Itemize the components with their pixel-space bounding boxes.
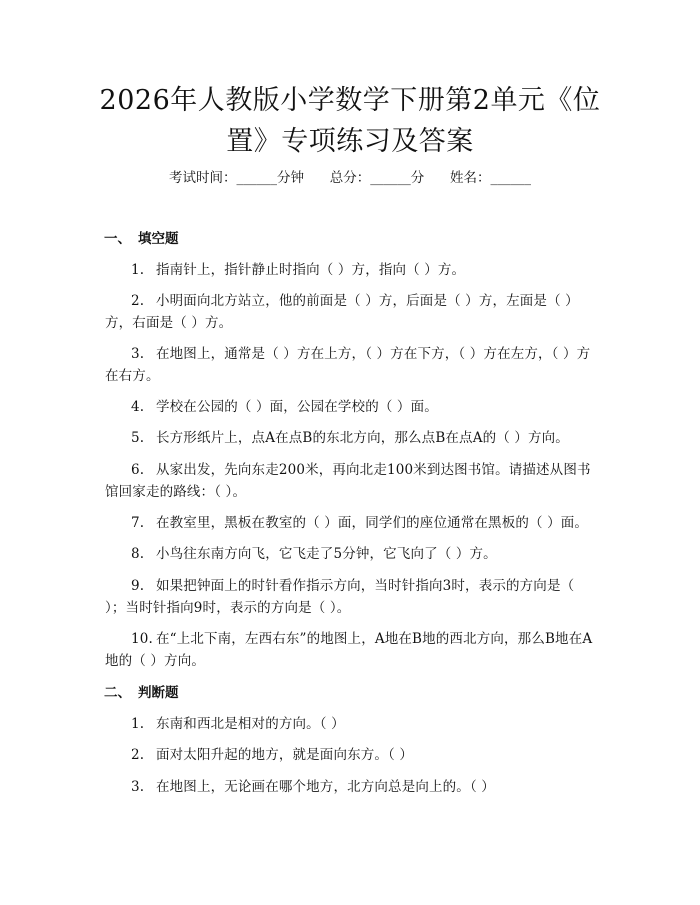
question-text: 在地图上，无论画在哪个地方，北方向总是向上的。（ ） [156,779,495,795]
section-number: 二、 [104,685,131,701]
question-item [105,427,597,449]
question-number: 5. [131,430,145,446]
question-item [105,396,597,418]
question-number: 1. [131,262,145,278]
question-number: 9. [131,578,145,594]
question-text: 东南和西北是相对的方向。（ ） [156,716,345,732]
question-text: 小鸟往东南方向飞，它飞走了5分钟，它飞向了（ ）方。 [156,546,497,562]
question-number: 3. [131,779,145,795]
question-item [105,290,597,334]
question-item [105,259,597,281]
question-number: 2. [131,747,145,763]
section-title: 判断题 [138,685,179,701]
question-text: 如果把钟面上的时针看作指示方向，当时针指向3时，表示的方向是（ ）；当时针指向9时，表示的方向是（ ）。 [105,578,575,616]
question-item [105,776,597,798]
time-blank: ______ [236,170,277,186]
question-number: 7. [131,515,145,531]
question-number: 1. [131,716,145,732]
document-title: 2026年人教版小学数学下册第2单元《位置》专项练习及答案 [99,85,601,157]
question-item [105,713,597,735]
question-text: 从家出发，先向东走200米，再向北走100米到达图书馆。请描述从图书馆回家走的路线：（ ）。 [105,462,591,500]
question-text: 面对太阳升起的地方，就是面向东方。（ ） [156,747,414,763]
question-text: 小明面向北方站立，他的前面是（ ）方，后面是（ ）方，左面是（ ）方，右面是（ ）方。 [105,293,579,331]
section-heading-true-false [104,683,179,703]
question-number: 3. [131,346,145,362]
section-title: 填空题 [138,231,179,247]
exam-meta-line [0,168,700,188]
score-label: 总分： [329,170,371,186]
question-number: 4. [131,399,145,415]
question-text: 指南针上，指针静止时指向（ ）方，指向（ ）方。 [156,262,466,278]
question-item [105,628,597,672]
time-label: 考试时间： [169,170,237,186]
question-text: 在教室里，黑板在教室的（ ）面，同学们的座位通常在黑板的（ ）面。 [156,515,589,531]
name-blank: ______ [490,170,531,186]
question-number: 10. [131,631,153,647]
section-heading-fill-blank [104,229,179,249]
question-item [105,343,597,387]
question-item [105,459,597,503]
question-item [105,575,597,619]
question-number: 2. [131,293,145,309]
question-text: 在地图上，通常是（ ）方在上方，（ ）方在下方，（ ）方在左方，（ ）方在右方。 [105,346,591,384]
score-blank: ______ [370,170,411,186]
question-item [105,543,597,565]
question-text: 学校在公园的（ ）面，公园在学校的（ ）面。 [156,399,438,415]
section-number: 一、 [104,231,131,247]
question-number: 6. [131,462,145,478]
question-number: 8. [131,546,145,562]
score-unit: 分 [410,170,425,186]
question-item [105,744,597,766]
time-unit: 分钟 [277,170,304,186]
name-label: 姓名： [450,170,491,186]
question-text: 长方形纸片上，点A在点B的东北方向，那么点B在点A的（ ）方向。 [156,430,569,446]
question-item [105,512,597,534]
question-text: 在“上北下南，左西右东”的地图上，A地在B地的西北方向，那么B地在A地的（ ）方向。 [105,631,593,669]
